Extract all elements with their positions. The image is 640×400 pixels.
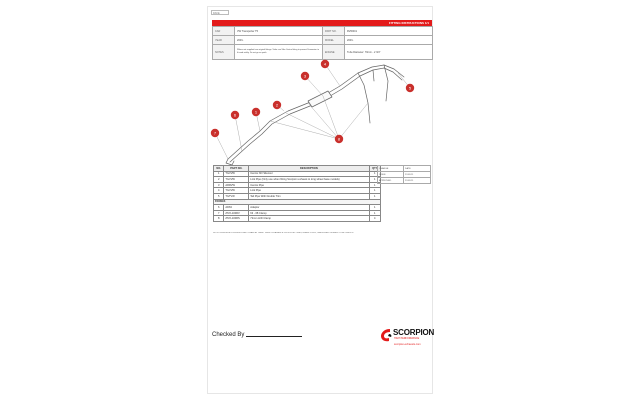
revision-label: ISSUE xyxy=(378,172,404,178)
table-row xyxy=(214,216,381,222)
callout-label: 1 xyxy=(254,109,258,115)
revision-value: DATE xyxy=(404,166,431,172)
info-label: PART NO. xyxy=(323,27,345,36)
revision-label: APPROVED xyxy=(378,178,404,184)
info-value: RVW001 xyxy=(345,27,433,36)
part-number-index: 8 xyxy=(214,216,224,222)
part-description: Link Pipe (Only use when fitting Scorpion exhaust to long wheel base models) xyxy=(249,177,369,183)
scorpion-logo xyxy=(380,327,435,349)
scorpion-logo-icon xyxy=(380,327,393,343)
leader-line xyxy=(286,113,341,142)
info-value: 2003- xyxy=(345,36,433,45)
part-code: TGVVW xyxy=(224,188,249,194)
part-description: Adaptor xyxy=(249,205,369,211)
column-header-no: NO. xyxy=(214,166,224,172)
part-code: TGVVW xyxy=(224,171,249,177)
part-code: ARRVW xyxy=(224,182,249,188)
leader-line xyxy=(308,103,341,142)
info-label: ENGINE xyxy=(323,45,345,60)
clearance-note: NOTE: ENSURE ALL BURNING PARTS HAVE AT LEAST 30MM CLEARANCE FROM FUEL LINES, BRAKE PIPES, CABLES AND RUBBER COMPONENTS. xyxy=(213,232,354,234)
part-qty: 4 xyxy=(369,216,380,222)
callout-label: 2 xyxy=(275,102,279,108)
callout-5 xyxy=(406,84,414,92)
outlet-pipe-outline xyxy=(384,65,388,101)
callout-label: 8 xyxy=(337,136,341,142)
callout-label: 7 xyxy=(213,130,217,136)
callout-label: 4 xyxy=(323,61,327,67)
part-description: 72mm H/D Clamp xyxy=(249,216,369,222)
part-number-index: 5 xyxy=(214,193,224,199)
revision-value: 23.09.11 xyxy=(404,172,431,178)
callout-7 xyxy=(211,129,219,137)
part-description: Link Pipe xyxy=(249,188,369,194)
revision-table xyxy=(377,165,431,184)
part-code: ZSYL100RV xyxy=(224,210,249,216)
part-description: Tail Pipe With Double Trim xyxy=(249,193,369,199)
part-qty: 1 xyxy=(369,182,380,188)
part-number-index: 7 xyxy=(214,210,224,216)
brand-name: SCORPION xyxy=(393,328,435,337)
callout-2 xyxy=(273,101,281,109)
part-number-index: 3 xyxy=(214,182,224,188)
callout-6 xyxy=(231,111,239,119)
part-number-index: 2 xyxy=(214,177,224,183)
centre-silencer-outline xyxy=(308,91,332,107)
leader-line xyxy=(235,115,242,151)
revision-value: 23.09.11 xyxy=(404,178,431,184)
header-title-bar: FITTING INSTRUCTIONS 1/1 xyxy=(212,20,432,26)
info-value: 2003- xyxy=(235,36,323,45)
leader-line xyxy=(270,121,341,142)
tail-section-outline xyxy=(358,70,374,123)
part-qty: 1 xyxy=(369,210,380,216)
parts-list-table xyxy=(213,165,381,222)
info-value: VW Transporter T5 xyxy=(235,27,323,36)
info-label: CAR xyxy=(213,27,235,36)
part-description: Centre NO Silencer xyxy=(249,171,369,177)
part-qty: 1 xyxy=(369,177,380,183)
part-code: TGVVW xyxy=(224,177,249,183)
info-value: Tube Diameter: 70mm - 2 3/4" xyxy=(345,45,433,60)
signature-line xyxy=(246,336,302,337)
part-number-index: 1 xyxy=(214,171,224,177)
part-description: 63 - 68 Clamp xyxy=(249,210,369,216)
callout-label: 6 xyxy=(233,112,237,118)
part-description: Centre Pipe xyxy=(249,182,369,188)
part-code: ZSYL100RS xyxy=(224,216,249,222)
callout-1 xyxy=(252,108,260,116)
part-code: AD63 xyxy=(224,205,249,211)
info-label: NOTES xyxy=(213,45,235,60)
table-row xyxy=(378,178,431,184)
column-header-qty: QTY xyxy=(369,166,380,172)
column-header-part-no: PART NO. xyxy=(224,166,249,172)
info-label: MODEL xyxy=(323,36,345,45)
callout-label: 5 xyxy=(408,85,412,91)
info-value: Where not supplied use original fittings. Tailor use Slim Centre fitting to prevent Dimension to fit road safely. Do not go as quick. xyxy=(235,45,323,60)
part-number-index: 6 xyxy=(214,205,224,211)
part-number-index: 4 xyxy=(214,188,224,194)
callout-4 xyxy=(321,60,329,68)
callout-3 xyxy=(301,72,309,80)
fixings-label: FIXINGS xyxy=(214,199,381,205)
info-row-year xyxy=(213,36,433,45)
info-label: YEAR xyxy=(213,36,235,45)
callout-label: 3 xyxy=(303,73,307,79)
fitting-instructions-sheet xyxy=(207,6,433,394)
part-qty: 1 xyxy=(369,171,380,177)
part-code: TGTVW xyxy=(224,193,249,199)
part-qty: 1 xyxy=(369,205,380,211)
brand-tagline: HIGH PERFORMANCE xyxy=(394,337,420,340)
brand-website: scorpion-exhausts.com xyxy=(394,343,421,346)
revision-label: CHANGE xyxy=(378,166,404,172)
callout-8 xyxy=(335,135,343,143)
exhaust-diagram xyxy=(208,51,434,167)
info-row-car xyxy=(213,27,433,36)
column-header-description: DESCRIPTION xyxy=(249,166,369,172)
leader-line xyxy=(337,103,368,142)
leader-line xyxy=(215,133,228,159)
part-qty: 1 xyxy=(369,188,380,194)
checked-by-label: Checked By xyxy=(212,332,245,338)
logo-label: DAVE xyxy=(211,10,229,15)
part-qty: 1 xyxy=(369,193,380,199)
checked-by-field xyxy=(212,332,302,338)
